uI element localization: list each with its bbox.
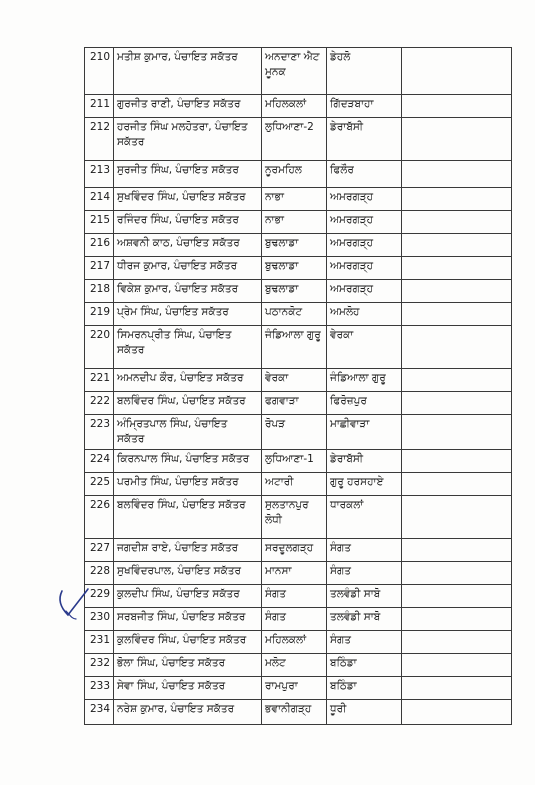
- to-station-cell: ਗੁਰੂ ਹਰਸਹਾਏ: [327, 473, 402, 496]
- to-station-cell: ਬਠਿੰਡਾ: [327, 654, 402, 677]
- employee-name-cell: ਗੁਰਜੀਤ ਰਾਣੀ, ਪੰਚਾਇਤ ਸਕੱਤਰ: [114, 95, 262, 118]
- table-row: [85, 280, 512, 303]
- table-row: [85, 118, 512, 161]
- table-row: [85, 677, 512, 700]
- remarks-cell: [402, 211, 512, 234]
- table-row: [85, 654, 512, 677]
- to-station-cell: ਗਿੱਦੜਬਾਹਾ: [327, 95, 402, 118]
- from-station-cell: ਲੁਧਿਆਣਾ-2: [262, 118, 327, 161]
- table-row: [85, 369, 512, 392]
- remarks-cell: [402, 608, 512, 631]
- serial-number-cell: 227: [85, 539, 114, 562]
- remarks-cell: [402, 539, 512, 562]
- remarks-cell: [402, 585, 512, 608]
- serial-number-cell: 213: [85, 161, 114, 188]
- table-row: [85, 700, 512, 725]
- employee-name-cell: ਅਸ਼ਵਨੀ ਕਾਠ, ਪੰਚਾਇਤ ਸਕੱਤਰ: [114, 234, 262, 257]
- table-body: [85, 48, 512, 725]
- employee-name-cell: ਸਰਬਜੀਤ ਸਿੰਘ, ਪੰਚਾਇਤ ਸਕੱਤਰ: [114, 608, 262, 631]
- serial-number-cell: 216: [85, 234, 114, 257]
- remarks-cell: [402, 415, 512, 450]
- from-station-cell: ਸੁਲਤਾਨਪੁਰ ਲੋਧੀ: [262, 496, 327, 539]
- employee-name-cell: ਬਲਵਿੰਦਰ ਸਿੰਘ, ਪੰਚਾਇਤ ਸਕੱਤਰ: [114, 496, 262, 539]
- from-station-cell: ਬੁਢਲਾਡਾ: [262, 257, 327, 280]
- from-station-cell: ਲੁਧਿਆਣਾ-1: [262, 450, 327, 473]
- from-station-cell: ਨਾਭਾ: [262, 211, 327, 234]
- from-station-cell: ਸੰਗਤ: [262, 585, 327, 608]
- from-station-cell: ਫਗਵਾੜਾ: [262, 392, 327, 415]
- serial-number-cell: 229: [85, 585, 114, 608]
- to-station-cell: ਅਮਰਗੜ੍ਹ: [327, 234, 402, 257]
- from-station-cell: ਸੰਗਤ: [262, 608, 327, 631]
- serial-number-cell: 234: [85, 700, 114, 725]
- to-station-cell: ਫਿਰੋਜ਼ਪੁਰ: [327, 392, 402, 415]
- table-row: [85, 326, 512, 369]
- from-station-cell: ਮਹਿਲਕਲਾਂ: [262, 95, 327, 118]
- serial-number-cell: 211: [85, 95, 114, 118]
- remarks-cell: [402, 450, 512, 473]
- remarks-cell: [402, 369, 512, 392]
- handwritten-tick-mark: [54, 585, 94, 623]
- employee-name-cell: ਸੁਖਵਿੰਦਰ ਸਿੰਘ, ਪੰਚਾਇਤ ਸਕੱਤਰ: [114, 188, 262, 211]
- to-station-cell: ਅਮਲੋਹ: [327, 303, 402, 326]
- to-station-cell: ਵੇਰਕਾ: [327, 326, 402, 369]
- from-station-cell: ਨੂਰਮਹਿਲ: [262, 161, 327, 188]
- remarks-cell: [402, 257, 512, 280]
- remarks-cell: [402, 654, 512, 677]
- serial-number-cell: 215: [85, 211, 114, 234]
- to-station-cell: ਸੰਗਤ: [327, 539, 402, 562]
- from-station-cell: ਵੇਰਕਾ: [262, 369, 327, 392]
- from-station-cell: ਅਨਦਾਣਾ ਐਟ ਮੂਨਕ: [262, 48, 327, 95]
- serial-number-cell: 228: [85, 562, 114, 585]
- serial-number-cell: 223: [85, 415, 114, 450]
- table-row: [85, 392, 512, 415]
- from-station-cell: ਜੰਡਿਆਲਾ ਗੁਰੂ: [262, 326, 327, 369]
- from-station-cell: ਪਠਾਨਕੋਟ: [262, 303, 327, 326]
- table-row: [85, 188, 512, 211]
- from-station-cell: ਭਵਾਨੀਗੜ੍ਹ: [262, 700, 327, 725]
- to-station-cell: ਧਾਰਕਲਾਂ: [327, 496, 402, 539]
- employee-name-cell: ਸੁਰਜੀਤ ਸਿੰਘ, ਪੰਚਾਇਤ ਸਕੱਤਰ: [114, 161, 262, 188]
- employee-name-cell: ਭੋਲਾ ਸਿੰਘ, ਪੰਚਾਇਤ ਸਕੱਤਰ: [114, 654, 262, 677]
- table-row: [85, 496, 512, 539]
- employee-name-cell: ਅੰਮ੍ਰਿਤਪਾਲ ਸਿੰਘ, ਪੰਚਾਇਤ ਸਕੱਤਰ: [114, 415, 262, 450]
- from-station-cell: ਮਾਨਸਾ: [262, 562, 327, 585]
- remarks-cell: [402, 562, 512, 585]
- from-station-cell: ਸਰਦੂਲਗੜ੍ਹ: [262, 539, 327, 562]
- employee-name-cell: ਰਜਿੰਦਰ ਸਿੰਘ, ਪੰਚਾਇਤ ਸਕੱਤਰ: [114, 211, 262, 234]
- remarks-cell: [402, 392, 512, 415]
- employee-name-cell: ਕਿਰਨਪਾਲ ਸਿੰਘ, ਪੰਚਾਇਤ ਸਕੱਤਰ: [114, 450, 262, 473]
- remarks-cell: [402, 188, 512, 211]
- transfer-table: [84, 47, 512, 725]
- remarks-cell: [402, 280, 512, 303]
- to-station-cell: ਅਮਰਗੜ੍ਹ: [327, 280, 402, 303]
- from-station-cell: ਰਾਮਪੁਰਾ: [262, 677, 327, 700]
- to-station-cell: ਫਿਲੌਰ: [327, 161, 402, 188]
- table-row: [85, 257, 512, 280]
- to-station-cell: ਅਮਰਗੜ੍ਹ: [327, 188, 402, 211]
- table-row: [85, 415, 512, 450]
- table-row: [85, 450, 512, 473]
- employee-name-cell: ਨਰੇਸ਼ ਕੁਮਾਰ, ਪੰਚਾਇਤ ਸਕੱਤਰ: [114, 700, 262, 725]
- from-station-cell: ਬੁਢਲਾਡਾ: [262, 234, 327, 257]
- employee-name-cell: ਕੁਲਦੀਪ ਸਿੰਘ, ਪੰਚਾਇਤ ਸਕੱਤਰ: [114, 585, 262, 608]
- table-row: [85, 48, 512, 95]
- employee-name-cell: ਧੀਰਜ ਕੁਮਾਰ, ਪੰਚਾਇਤ ਸਕੱਤਰ: [114, 257, 262, 280]
- employee-name-cell: ਵਿਕੇਸ਼ ਕੁਮਾਰ, ਪੰਚਾਇਤ ਸਕੱਤਰ: [114, 280, 262, 303]
- employee-name-cell: ਮਤੀਸ਼ ਕੁਮਾਰ, ਪੰਚਾਇਤ ਸਕੱਤਰ: [114, 48, 262, 95]
- serial-number-cell: 220: [85, 326, 114, 369]
- serial-number-cell: 226: [85, 496, 114, 539]
- to-station-cell: ਜੰਡਿਆਲਾ ਗੁਰੂ: [327, 369, 402, 392]
- serial-number-cell: 222: [85, 392, 114, 415]
- serial-number-cell: 221: [85, 369, 114, 392]
- remarks-cell: [402, 631, 512, 654]
- remarks-cell: [402, 700, 512, 725]
- remarks-cell: [402, 326, 512, 369]
- remarks-cell: [402, 677, 512, 700]
- to-station-cell: ਅਮਰਗੜ੍ਹ: [327, 257, 402, 280]
- from-station-cell: ਮਹਿਲਕਲਾਂ: [262, 631, 327, 654]
- serial-number-cell: 230: [85, 608, 114, 631]
- to-station-cell: ਸੰਗਤ: [327, 562, 402, 585]
- serial-number-cell: 212: [85, 118, 114, 161]
- serial-number-cell: 217: [85, 257, 114, 280]
- remarks-cell: [402, 48, 512, 95]
- to-station-cell: ਤਲਵੰਡੀ ਸਾਬੋ: [327, 585, 402, 608]
- employee-name-cell: ਸਿਮਰਨਪ੍ਰੀਤ ਸਿੰਘ, ਪੰਚਾਇਤ ਸਕੱਤਰ: [114, 326, 262, 369]
- from-station-cell: ਨਾਭਾ: [262, 188, 327, 211]
- table-row: [85, 95, 512, 118]
- to-station-cell: ਬਠਿੰਡਾ: [327, 677, 402, 700]
- from-station-cell: ਅਟਾਰੀ: [262, 473, 327, 496]
- serial-number-cell: 232: [85, 654, 114, 677]
- table-row: [85, 211, 512, 234]
- employee-name-cell: ਜਗਦੀਸ਼ ਰਾਏ, ਪੰਚਾਇਤ ਸਕੱਤਰ: [114, 539, 262, 562]
- employee-name-cell: ਬਲਵਿੰਦਰ ਸਿੰਘ, ਪੰਚਾਇਤ ਸਕੱਤਰ: [114, 392, 262, 415]
- to-station-cell: ਸੰਗਤ: [327, 631, 402, 654]
- table-row: [85, 631, 512, 654]
- to-station-cell: ਧੂਰੀ: [327, 700, 402, 725]
- table-row: [85, 539, 512, 562]
- from-station-cell: ਰੋਪੜ: [262, 415, 327, 450]
- employee-name-cell: ਪ੍ਰੇਮ ਸਿੰਘ, ਪੰਚਾਇਤ ਸਕੱਤਰ: [114, 303, 262, 326]
- serial-number-cell: 231: [85, 631, 114, 654]
- employee-name-cell: ਸੇਵਾ ਸਿੰਘ, ਪੰਚਾਇਤ ਸਕੱਤਰ: [114, 677, 262, 700]
- serial-number-cell: 218: [85, 280, 114, 303]
- table-row: [85, 562, 512, 585]
- table-row: [85, 473, 512, 496]
- serial-number-cell: 224: [85, 450, 114, 473]
- table-row: [85, 585, 512, 608]
- remarks-cell: [402, 473, 512, 496]
- serial-number-cell: 214: [85, 188, 114, 211]
- table-row: [85, 234, 512, 257]
- table-row: [85, 161, 512, 188]
- table-row: [85, 608, 512, 631]
- employee-name-cell: ਸੁਖਵਿੰਦਰਪਾਲ, ਪੰਚਾਇਤ ਸਕੱਤਰ: [114, 562, 262, 585]
- to-station-cell: ਮਾਛੀਵਾੜਾ: [327, 415, 402, 450]
- serial-number-cell: 210: [85, 48, 114, 95]
- serial-number-cell: 225: [85, 473, 114, 496]
- employee-name-cell: ਪਰਮੀਤ ਸਿੰਘ, ਪੰਚਾਇਤ ਸਕੱਤਰ: [114, 473, 262, 496]
- table-row: [85, 303, 512, 326]
- remarks-cell: [402, 118, 512, 161]
- remarks-cell: [402, 161, 512, 188]
- remarks-cell: [402, 496, 512, 539]
- employee-name-cell: ਕੁਲਵਿੰਦਰ ਸਿੰਘ, ਪੰਚਾਇਤ ਸਕੱਤਰ: [114, 631, 262, 654]
- serial-number-cell: 219: [85, 303, 114, 326]
- employee-name-cell: ਅਮਨਦੀਪ ਕੌਰ, ਪੰਚਾਇਤ ਸਕੱਤਰ: [114, 369, 262, 392]
- serial-number-cell: 233: [85, 677, 114, 700]
- remarks-cell: [402, 303, 512, 326]
- remarks-cell: [402, 95, 512, 118]
- to-station-cell: ਡੇਰਾਬੱਸੀ: [327, 450, 402, 473]
- remarks-cell: [402, 234, 512, 257]
- to-station-cell: ਤਲਵੰਡੀ ਸਾਬੋ: [327, 608, 402, 631]
- from-station-cell: ਮਲੋਟ: [262, 654, 327, 677]
- to-station-cell: ਡੇਰਾਬੱਸੀ: [327, 118, 402, 161]
- to-station-cell: ਡੇਹਲੋ: [327, 48, 402, 95]
- employee-name-cell: ਹਰਜੀਤ ਸਿੰਘ ਮਲਹੋਤਰਾ, ਪੰਚਾਇਤ ਸਕੱਤਰ: [114, 118, 262, 161]
- from-station-cell: ਬੁਢਲਾਡਾ: [262, 280, 327, 303]
- to-station-cell: ਅਮਰਗੜ੍ਹ: [327, 211, 402, 234]
